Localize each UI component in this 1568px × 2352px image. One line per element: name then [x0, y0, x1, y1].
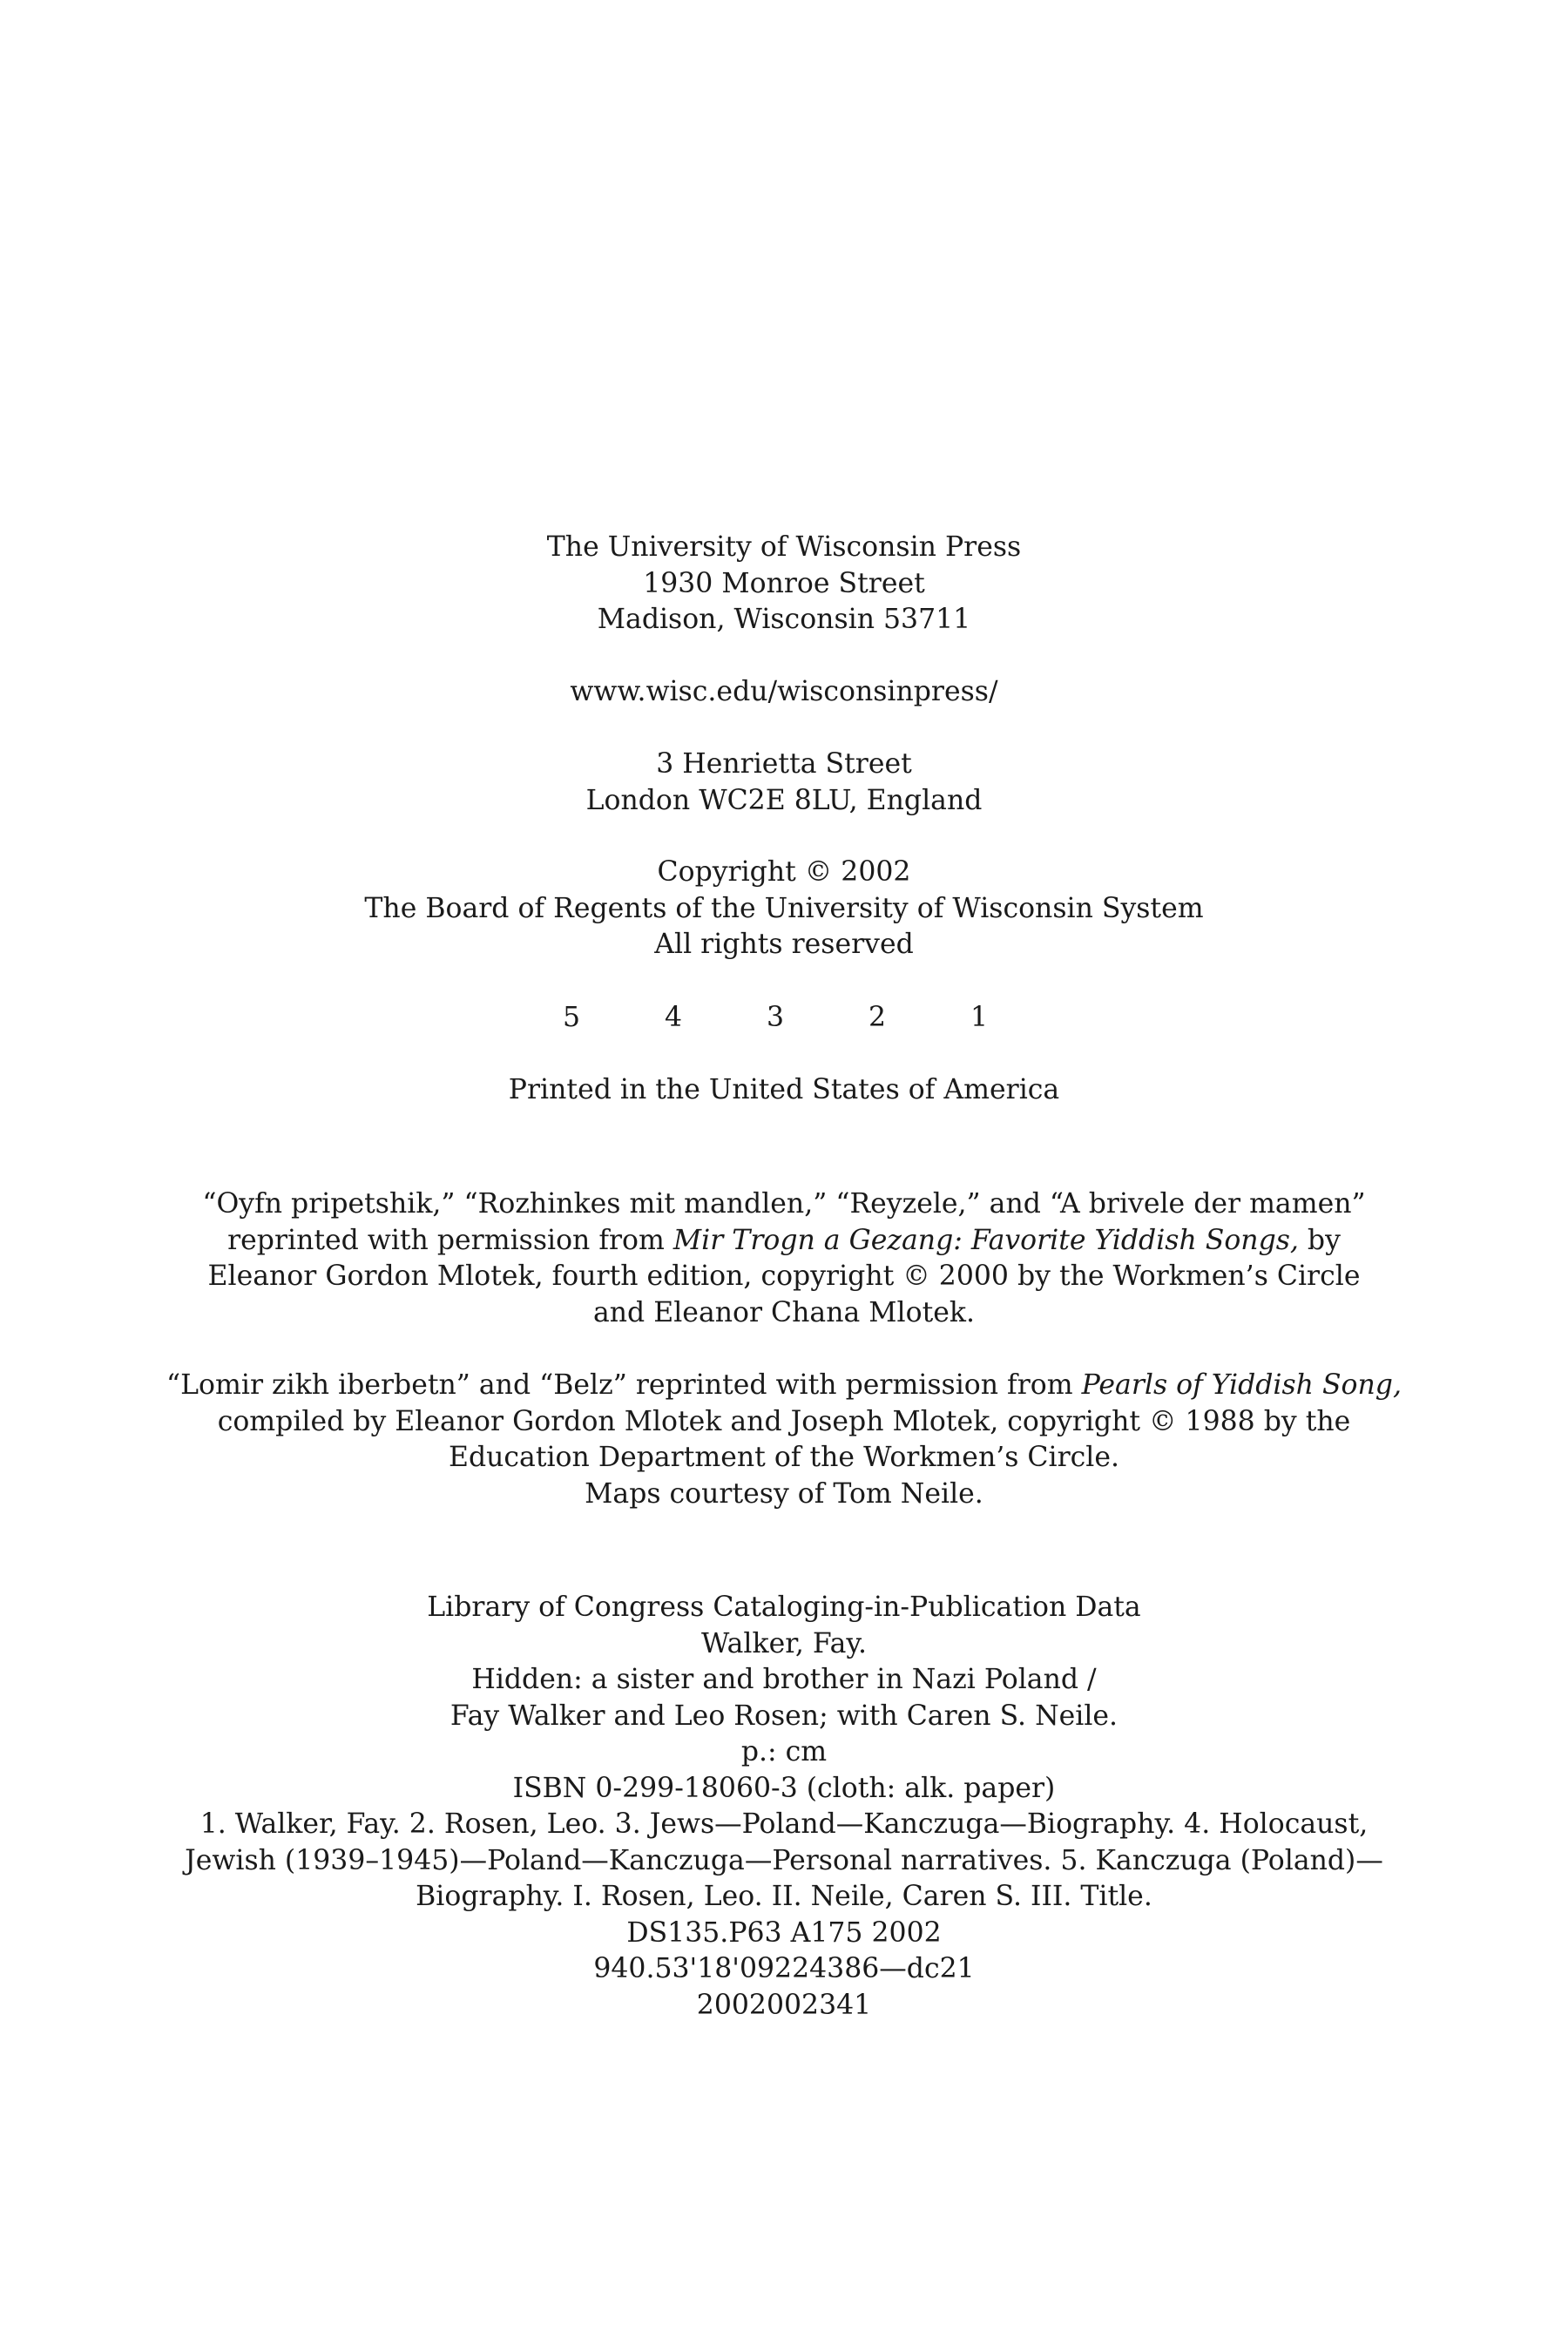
permissions-pearls-line3: Education Department of the Workmen’s Circle.: [448, 1442, 1120, 1473]
printing-number: 1: [970, 1002, 989, 1033]
copyright-holder: The Board of Regents of the University of Wisconsin System: [364, 892, 1204, 924]
cip-subjects-1: 1. Walker, Fay. 2. Rosen, Leo. 3. Jews—Poland—Kanczuga—Biography. 4. Holocaust,: [199, 1808, 1369, 1840]
permissions-pearls-line1: [0, 1368, 1568, 1404]
permissions-pearls: [0, 1368, 1568, 1512]
cip-lc-class: DS135.P63 A175 2002: [626, 1916, 942, 1949]
publisher-website-block: [0, 674, 1568, 711]
permissions-songs: [0, 1186, 1568, 1331]
permissions-source-line: [0, 1223, 1568, 1260]
cip-dewey: 940.53'18'09224386—dc21: [593, 1953, 975, 1984]
permissions-source-pre: reprinted with permission from: [227, 1224, 673, 1256]
permissions-coauthor-line: and Eleanor Chana Mlotek.: [592, 1296, 975, 1328]
london-address: [0, 747, 1568, 819]
printed-in: Printed in the United States of America: [508, 1074, 1060, 1105]
printing-numbers: [0, 1000, 1568, 1037]
printing-number: 5: [562, 1002, 581, 1033]
maps-credit: Maps courtesy of Tom Neile.: [585, 1477, 983, 1510]
cip-title: Hidden: a sister and brother in Nazi Poland /: [471, 1664, 1097, 1695]
printing-number: 2: [868, 1002, 887, 1033]
publisher-street: 1930 Monroe Street: [643, 567, 925, 599]
publisher-name: The University of Wisconsin Press: [546, 531, 1022, 563]
printing-number: 4: [664, 1002, 683, 1033]
cip-data: [0, 1590, 1568, 2024]
printing-number: 3: [766, 1002, 785, 1033]
copyright-notice: [0, 855, 1568, 963]
permissions-source-post: by: [1298, 1224, 1341, 1256]
rights-reserved: All rights reserved: [654, 929, 914, 960]
book-title-pearls: Pearls of Yiddish Song,: [1081, 1369, 1402, 1401]
publisher-address: [0, 530, 1568, 639]
cip-size: p.: cm: [740, 1736, 828, 1767]
cip-heading: Library of Congress Cataloging-in-Publication Data: [427, 1592, 1141, 1623]
cip-subjects-2: Jewish (1939–1945)—Poland—Kanczuga—Personal narratives. 5. Kanczuga (Poland)—: [185, 1844, 1383, 1876]
cip-lccn: 2002002341: [696, 1989, 872, 2021]
publisher-website: www.wisc.edu/wisconsinpress/: [570, 676, 998, 707]
book-title-mir-trogn: Mir Trogn a Gezang: Favorite Yiddish Songs,: [672, 1224, 1299, 1256]
london-street: 3 Henrietta Street: [656, 748, 912, 780]
permissions-song-titles: “Oyfn pripetshik,” “Rozhinkes mit mandlen,” “Reyzele,” and “A brivele der mamen”: [202, 1188, 1366, 1220]
publisher-city: Madison, Wisconsin 53711: [597, 604, 971, 635]
london-city: London WC2E 8LU, England: [585, 784, 983, 816]
cip-isbn: ISBN 0-299-18060-3 (cloth: alk. paper): [512, 1772, 1056, 1804]
permissions-pearls-line2: compiled by Eleanor Gordon Mlotek and Joseph Mlotek, copyright © 1988 by the: [217, 1405, 1351, 1437]
cip-subjects-3: Biography. I. Rosen, Leo. II. Neile, Caren S. III. Title.: [416, 1881, 1152, 1912]
permissions-author-line: Eleanor Gordon Mlotek, fourth edition, copyright © 2000 by the Workmen’s Circle: [207, 1260, 1361, 1292]
copyright-year: Copyright © 2002: [657, 856, 911, 888]
cip-authors: Fay Walker and Leo Rosen; with Caren S. Neile.: [449, 1700, 1119, 1732]
printed-in-block: [0, 1072, 1568, 1109]
cip-author: Walker, Fay.: [701, 1627, 867, 1659]
permissions-pearls-pre: “Lomir zikh iberbetn” and “Belz” reprinted with permission from: [166, 1369, 1082, 1401]
